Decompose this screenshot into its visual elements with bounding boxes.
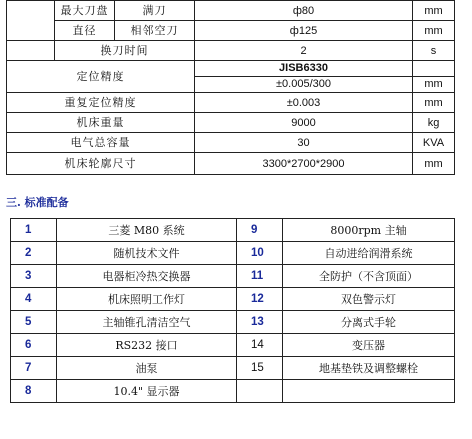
spec-row-tool-change <box>7 41 455 61</box>
item-number: 13 <box>237 311 283 334</box>
item-name: 自动进给润滑系统 <box>283 242 455 265</box>
spec-positioning-value: ±0.005/300 <box>276 78 331 90</box>
table-row <box>11 334 455 357</box>
spec-full-label: 满刀 <box>115 1 195 21</box>
item-name: 分离式手轮 <box>283 311 455 334</box>
spec-repeat-label: 重复定位精度 <box>7 93 195 113</box>
item-name <box>283 380 455 403</box>
item-number: 3 <box>11 265 57 288</box>
item-name: 机床照明工作灯 <box>57 288 237 311</box>
spec-row-repeat <box>7 93 455 113</box>
item-name: 三菱 M80 系统 <box>57 219 237 242</box>
table-row <box>11 265 455 288</box>
spec-row-weight <box>7 113 455 133</box>
spec-full-unit: mm <box>413 1 455 21</box>
spec-full-value: ф80 <box>195 1 413 21</box>
spec-dimensions-label: 机床轮廓尺寸 <box>7 153 195 175</box>
spec-power-unit: KVA <box>413 133 455 153</box>
spec-weight-label: 机床重量 <box>7 113 195 133</box>
spec-blank-cell <box>7 41 55 61</box>
item-name: 10.4" 显示器 <box>57 380 237 403</box>
item-number: 7 <box>11 357 57 380</box>
spec-positioning-unit-blank <box>413 61 454 77</box>
table-row <box>11 380 455 403</box>
item-name: 8000rpm 主轴 <box>283 219 455 242</box>
spec-power-value: 30 <box>195 133 413 153</box>
table-row <box>11 288 455 311</box>
item-number: 11 <box>237 265 283 288</box>
item-number: 1 <box>11 219 57 242</box>
item-number: 9 <box>237 219 283 242</box>
table-row <box>11 219 455 242</box>
item-number: 12 <box>237 288 283 311</box>
item-number: 8 <box>11 380 57 403</box>
spec-row-adjacent-tool <box>7 21 455 41</box>
spec-weight-value: 9000 <box>195 113 413 133</box>
item-name: 变压器 <box>283 334 455 357</box>
spec-power-label: 电气总容量 <box>7 133 195 153</box>
item-name: 主轴锥孔清洁空气 <box>57 311 237 334</box>
spec-group-label-2: 直径 <box>55 21 115 41</box>
item-number: 6 <box>11 334 57 357</box>
spec-repeat-value: ±0.003 <box>195 93 413 113</box>
spec-positioning-unit: mm <box>424 78 443 90</box>
spec-positioning-label: 定位精度 <box>7 61 195 93</box>
table-row <box>11 311 455 334</box>
spec-adjacent-label: 相邻空刀 <box>115 21 195 41</box>
spec-row-power <box>7 133 455 153</box>
table-row <box>11 357 455 380</box>
spec-dimensions-unit: mm <box>413 153 455 175</box>
spec-adjacent-value: ф125 <box>195 21 413 41</box>
spec-row-positioning <box>7 61 455 93</box>
item-number: 14 <box>237 334 283 357</box>
spec-weight-unit: kg <box>413 113 455 133</box>
section-title: 三. 标准配备 <box>6 196 69 209</box>
spec-positioning-unit-cell <box>413 61 455 93</box>
spec-group-label-1: 最大刀盘 <box>55 1 115 21</box>
spec-repeat-unit: mm <box>413 93 455 113</box>
item-number: 15 <box>237 357 283 380</box>
item-name: 随机技术文件 <box>57 242 237 265</box>
item-number: 10 <box>237 242 283 265</box>
item-number <box>237 380 283 403</box>
spec-row-full-tool <box>7 1 455 21</box>
spec-positioning-cell <box>195 61 413 93</box>
item-name: 电器柜冷热交换器 <box>57 265 237 288</box>
spec-row-dimensions <box>7 153 455 175</box>
spec-adjacent-unit: mm <box>413 21 455 41</box>
item-number: 2 <box>11 242 57 265</box>
item-name: 全防护（不含顶面） <box>283 265 455 288</box>
spec-positioning-standard: JISB6330 <box>195 61 412 77</box>
item-number: 5 <box>11 311 57 334</box>
spec-table <box>6 0 455 175</box>
item-name: 油泵 <box>57 357 237 380</box>
item-name: 双色警示灯 <box>283 288 455 311</box>
spec-tool-change-label: 换刀时间 <box>55 41 195 61</box>
spec-tool-change-value: 2 <box>195 41 413 61</box>
item-number: 4 <box>11 288 57 311</box>
spec-blank-cell <box>7 1 55 41</box>
spec-tool-change-unit: s <box>413 41 455 61</box>
spec-dimensions-value: 3300*2700*2900 <box>195 153 413 175</box>
table-row <box>11 242 455 265</box>
item-name: 地基垫铁及调整螺栓 <box>283 357 455 380</box>
item-name: RS232 接口 <box>57 334 237 357</box>
accessories-table <box>10 218 455 403</box>
